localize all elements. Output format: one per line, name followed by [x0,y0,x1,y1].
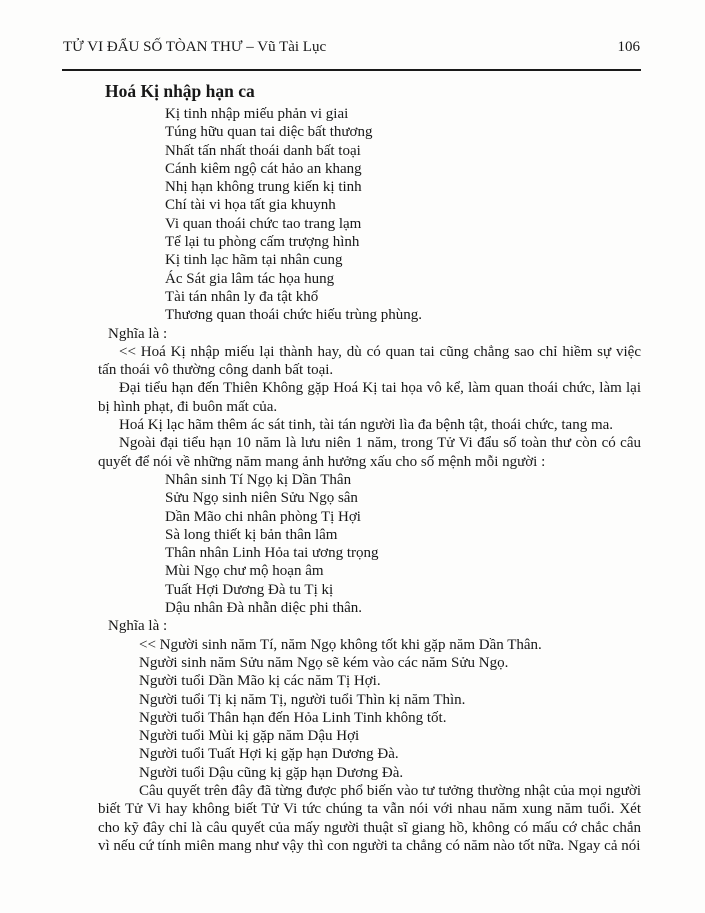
poem-line: Cánh kiêm ngộ cát hảo an khang [165,160,362,177]
meaning-rule-line: Người tuổi Thân hạn đến Hỏa Linh Tinh không tốt. [139,709,447,726]
poem-line: Nhân sinh Tí Ngọ kị Dần Thân [165,471,352,488]
poem-line: Nhị hạn không trung kiến kị tinh [165,179,362,196]
section-heading: Hoá Kị nhập hạn ca [105,81,255,101]
page-content [98,80,641,855]
meaning-paragraph: Đại tiểu hạn đến Thiên Không gặp Hoá Kị tai họa vô kể, làm quan thoái chức, làm lại bị hình phạt, đi buôn mất của. [98,380,641,415]
meaning-paragraph: << Hoá Kị nhập miếu lại thành hay, dù có quan tai cũng chẳng sao chỉ hiềm sự việc tấn thoái vô thường công danh bất toại. [98,343,641,379]
header-rule [62,69,641,71]
poem-block-2 [165,471,641,617]
running-title: TỬ VI ĐẨU SỐ TÒAN THƯ – Vũ Tài Lục [63,39,327,55]
meaning-rule-line: Người tuổi Mùi kị gặp năm Dậu Hợi [139,728,360,745]
poem-line: Kị tinh lạc hãm tại nhân cung [165,252,343,269]
poem-line: Dậu nhân Đà nhẫn diệc phi thân. [165,600,363,617]
meaning-paragraph: Hoá Kị lạc hãm thêm ác sát tinh, tài tán người lìa đa bệnh tật, thoái chức, tang ma. [119,417,614,434]
meaning-rule-line: Người tuổi Tuất Hợi kị gặp hạn Dương Đà. [139,746,399,763]
poem-line: Túng hữu quan tai diệc bất thương [165,124,373,141]
poem-line: Sửu Ngọ sinh niên Sửu Ngọ sân [165,490,358,507]
poem-line: Thân nhân Linh Hỏa tai ương trọng [165,545,379,562]
poem-block-1 [165,105,641,325]
meaning-label-2: Nghĩa là : [108,618,168,635]
poem-line: Dần Mão chi nhân phòng Tị Hợi [165,508,361,525]
poem-line: Chí tài vi họa tất gia khuynh [165,197,336,214]
page-number: 106 [617,39,640,55]
poem-line: Tể lại tu phòng cấm trượng hình [165,234,360,251]
poem-line: Thương quan thoái chức hiếu trùng phùng. [165,307,423,324]
meaning-label-1: Nghĩa là : [108,325,168,342]
meaning-rule-line: Người sinh năm Sửu năm Ngọ sẽ kém vào các năm Sửu Ngọ. [139,654,509,671]
poem-line: Nhất tấn nhất thoái danh bất toại [165,142,361,159]
meaning-rule-line: Người tuổi Dậu cũng kị gặp hạn Dương Đà. [139,764,404,781]
meaning-rule-line: Người tuổi Dần Mão kị các năm Tị Hợi. [139,673,381,690]
poem-line: Tài tán nhân ly đa tật khổ [165,288,319,305]
meaning-rule-line: Người tuổi Tị kị năm Tị, người tuổi Thìn kị năm Thìn. [139,691,466,708]
poem-line: Sà long thiết kị bản thân lâm [165,526,338,543]
poem-line: Ác Sát gia lâm tác họa hung [165,270,335,287]
closing-paragraph: Câu quyết trên đây đã từng được phổ biến vào tư tưởng thường nhật của mọi người biết Tử Vi hay không biết Tử Vi tức chúng ta vẫn nói với nhau năm xung năm tuổi. Xét cho kỹ đây chỉ là câu quyết của mấy người thuật sĩ giang hồ, không có mấu cớ chắc chắn vì nếu cứ tính miên mang như vậy thì con người ta chẳng có năm nào tốt nữa. Ngay cả nói [98,782,641,854]
poem-line: Tuất Hợi Dương Đà tu Tị kị [165,581,334,598]
meaning-paragraph: Ngoài đại tiểu hạn 10 năm là lưu niên 1 năm, trong Tử Vi đẩu số toàn thư còn có câu quyết để nói về những năm mang ảnh hưởng xấu cho số mệnh mỗi người : [98,435,641,470]
poem-line: Mùi Ngọ chư mộ hoạn âm [165,563,324,580]
meaning-rule-line: << Người sinh năm Tí, năm Ngọ không tốt khi gặp năm Dần Thân. [139,636,542,653]
poem-line: Vi quan thoái chức tao trang lạm [165,215,362,232]
poem-line: Kị tinh nhập miếu phản vi giai [165,106,349,122]
page-header [63,38,640,56]
